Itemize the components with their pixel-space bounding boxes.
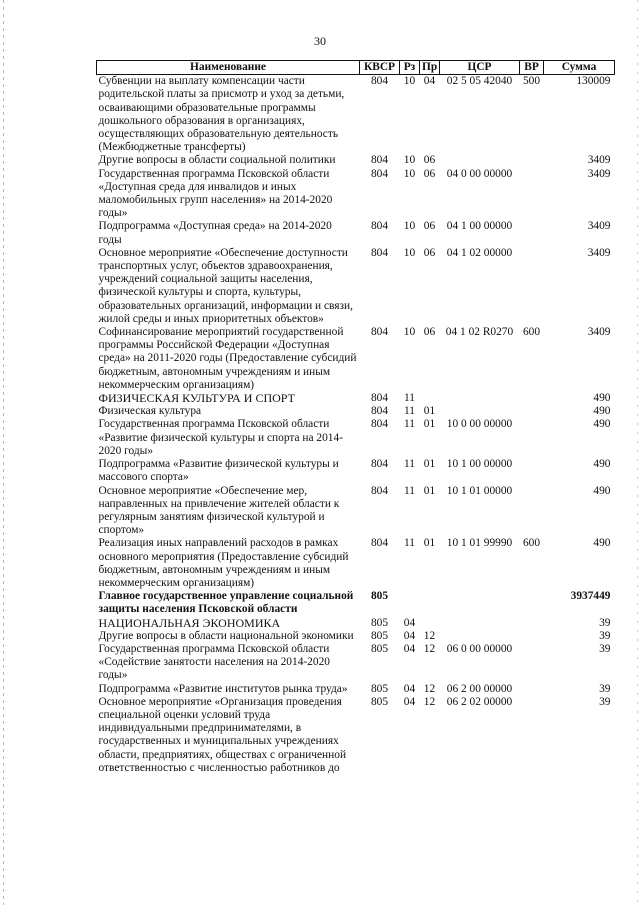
cell-name: Физическая культура xyxy=(98,405,202,418)
cell-sum: 39 xyxy=(599,695,611,708)
cell-vr xyxy=(520,220,544,246)
cell-kvsr: 804 xyxy=(370,537,389,550)
cell-rz: 10 xyxy=(403,167,416,180)
cell-csr xyxy=(440,392,520,405)
cell-vr xyxy=(520,247,544,326)
cell-name: Главное государственное управление социальной защиты населения Псковской области xyxy=(98,590,354,616)
cell-vr xyxy=(520,590,544,616)
cell-name: Подпрограмма «Развитие физической культуры и массового спорта» xyxy=(98,458,339,484)
cell-csr xyxy=(440,590,520,616)
cell-sum: 3409 xyxy=(587,326,611,339)
cell-rz: 10 xyxy=(403,154,416,167)
table-row xyxy=(97,458,615,484)
cell-rz: 10 xyxy=(403,220,416,233)
cell-kvsr: 805 xyxy=(370,695,389,708)
cell-name: Основное мероприятие «Обеспечение мер, направленных на привлечение жителей области к регулярным занятиям физической культурой и спортом» xyxy=(98,484,340,537)
table-row xyxy=(97,168,615,221)
cell-vr xyxy=(520,617,544,630)
cell-pr: 01 xyxy=(423,458,436,471)
cell-rz: 04 xyxy=(403,682,416,695)
cell-pr: 01 xyxy=(423,484,436,497)
cell-rz: 04 xyxy=(403,642,416,655)
cell-csr: 04 1 02 R0270 xyxy=(445,326,514,339)
cell-pr: 12 xyxy=(423,629,436,642)
cell-rz: 04 xyxy=(403,629,416,642)
cell-csr xyxy=(440,154,520,167)
cell-pr xyxy=(420,392,440,405)
cell-vr xyxy=(520,405,544,418)
cell-rz: 11 xyxy=(404,484,415,497)
cell-rz: 11 xyxy=(404,458,415,471)
cell-pr: 12 xyxy=(423,642,436,655)
cell-csr: 06 0 00 00000 xyxy=(446,642,513,655)
cell-pr: 04 xyxy=(423,75,436,88)
cell-kvsr: 804 xyxy=(370,220,389,233)
cell-kvsr: 805 xyxy=(370,616,389,629)
table-row xyxy=(97,326,615,392)
cell-pr xyxy=(420,590,440,616)
cell-kvsr: 805 xyxy=(370,629,389,642)
cell-vr xyxy=(520,418,544,458)
cell-csr: 04 1 00 00000 xyxy=(446,220,513,233)
cell-name: Государственная программа Псковской области «Доступная среда для инвалидов и иных маломобильных групп населения» на 2014-2020 годы» xyxy=(98,167,333,220)
header-sum: Сумма xyxy=(544,61,615,75)
cell-sum: 39 xyxy=(599,629,611,642)
table-row xyxy=(97,392,615,405)
cell-vr xyxy=(520,683,544,696)
cell-pr: 12 xyxy=(423,682,436,695)
cell-kvsr: 804 xyxy=(370,458,389,471)
cell-vr: 500 xyxy=(522,75,541,88)
cell-name: Субвенции на выплату компенсации части родительской платы за присмотр и уход за детьми, осваивающими образовательные программы дошкольного образования в организациях, осуществляющих образовательную деятельность (Межбюджетные трансферты) xyxy=(98,75,345,154)
cell-rz: 10 xyxy=(403,326,416,339)
cell-csr: 10 1 01 00000 xyxy=(446,484,513,497)
cell-sum: 3409 xyxy=(587,154,611,167)
cell-pr: 06 xyxy=(423,326,436,339)
cell-sum: 3409 xyxy=(587,220,611,233)
cell-name: Основное мероприятие «Организация проведения специальной оценки условий труда индивидуальными предпринимателями, в государственных и муниципальных учреждениях области, предприятиях, обществах с ограниченной ответственностью с численностью работников до xyxy=(98,695,347,774)
cell-pr: 06 xyxy=(423,167,436,180)
table-row xyxy=(97,630,615,643)
table-header-row xyxy=(97,61,615,75)
cell-pr: 01 xyxy=(423,537,436,550)
cell-vr xyxy=(520,696,544,775)
cell-kvsr: 804 xyxy=(370,326,389,339)
cell-name: Государственная программа Псковской области «Содействие занятости населения на 2014-2020 годы» xyxy=(98,642,330,682)
header-kvsr: КВСР xyxy=(360,61,400,75)
cell-csr xyxy=(440,405,520,418)
cell-sum: 490 xyxy=(593,405,611,418)
budget-table-container xyxy=(96,60,614,775)
cell-vr: 600 xyxy=(522,537,541,550)
cell-sum: 3409 xyxy=(587,167,611,180)
table-row xyxy=(97,485,615,538)
cell-sum: 490 xyxy=(593,458,611,471)
table-row xyxy=(97,643,615,683)
budget-table xyxy=(96,60,615,775)
table-row xyxy=(97,418,615,458)
cell-vr xyxy=(520,630,544,643)
header-vr: ВР xyxy=(520,61,544,75)
cell-csr: 10 0 00 00000 xyxy=(446,418,513,431)
cell-kvsr: 804 xyxy=(370,167,389,180)
cell-pr: 01 xyxy=(423,405,436,418)
cell-name: НАЦИОНАЛЬНАЯ ЭКОНОМИКА xyxy=(98,615,281,630)
cell-csr: 10 1 01 99990 xyxy=(446,537,513,550)
cell-csr xyxy=(440,630,520,643)
cell-pr: 06 xyxy=(423,220,436,233)
cell-name: Другие вопросы в области национальной экономики xyxy=(98,629,354,642)
cell-vr xyxy=(520,392,544,405)
cell-sum: 39 xyxy=(599,642,611,655)
cell-rz: 11 xyxy=(404,392,415,405)
page-number: 30 xyxy=(314,34,326,48)
cell-rz: 10 xyxy=(403,246,416,259)
cell-pr: 01 xyxy=(423,418,436,431)
cell-kvsr: 804 xyxy=(370,154,389,167)
cell-name: Другие вопросы в области социальной политики xyxy=(98,154,336,167)
cell-vr xyxy=(520,168,544,221)
cell-pr: 12 xyxy=(423,695,436,708)
cell-name: Подпрограмма «Доступная среда» на 2014-2020 годы xyxy=(98,220,332,246)
cell-kvsr: 804 xyxy=(370,405,389,418)
cell-csr: 06 2 02 00000 xyxy=(446,695,513,708)
cell-name: Государственная программа Псковской области «Развитие физической культуры и спорта на 2014-2020 годы» xyxy=(98,418,343,457)
cell-csr xyxy=(440,617,520,630)
cell-pr: 06 xyxy=(423,154,436,167)
cell-kvsr: 804 xyxy=(370,418,389,431)
header-pr: Пр xyxy=(420,61,440,75)
cell-sum: 39 xyxy=(599,616,611,629)
cell-pr: 06 xyxy=(423,246,436,259)
cell-sum: 3937449 xyxy=(570,590,611,603)
cell-name: Софинансирование мероприятий государственной программы Российской Федерации «Доступная среда» на 2011-2020 годы (Предоставление субсидий бюджетным, автономным учреждениям и иным некоммерческим организациям) xyxy=(98,326,357,391)
cell-name: Подпрограмма «Развитие институтов рынка труда» xyxy=(98,682,348,695)
cell-name: ФИЗИЧЕСКАЯ КУЛЬТУРА И СПОРТ xyxy=(98,391,295,406)
cell-vr: 600 xyxy=(522,326,541,339)
cell-sum: 490 xyxy=(593,418,611,431)
table-row xyxy=(97,247,615,326)
cell-vr xyxy=(520,643,544,683)
cell-name: Основное мероприятие «Обеспечение доступности транспортных услуг, объектов здравоохранения, учреждений социальной защиты населения, физической культуры и спорта, культуры, образовательных организаций, информации и связи, жилой среды и иных приоритетных объектов» xyxy=(98,246,353,325)
table-row xyxy=(97,405,615,418)
cell-vr xyxy=(520,485,544,538)
cell-sum: 490 xyxy=(593,392,611,405)
header-rz: Рз xyxy=(400,61,420,75)
table-row xyxy=(97,617,615,630)
scan-edge-left xyxy=(3,0,4,905)
cell-sum: 130009 xyxy=(576,75,611,88)
table-row xyxy=(97,696,615,775)
header-csr: ЦСР xyxy=(440,61,520,75)
cell-sum: 490 xyxy=(593,484,611,497)
cell-kvsr: 805 xyxy=(370,590,389,603)
cell-sum: 490 xyxy=(593,537,611,550)
table-row xyxy=(97,220,615,246)
cell-csr: 02 5 05 42040 xyxy=(446,75,513,88)
cell-rz: 11 xyxy=(404,418,415,431)
cell-csr: 06 2 00 00000 xyxy=(446,682,513,695)
cell-kvsr: 804 xyxy=(370,75,389,88)
cell-csr: 04 1 02 00000 xyxy=(446,246,513,259)
cell-kvsr: 805 xyxy=(370,642,389,655)
cell-rz: 10 xyxy=(403,75,416,88)
table-row xyxy=(97,75,615,155)
cell-kvsr: 804 xyxy=(370,246,389,259)
table-body xyxy=(97,75,615,775)
cell-vr xyxy=(520,458,544,484)
cell-rz: 11 xyxy=(404,405,415,418)
scan-edge-right xyxy=(637,0,638,905)
cell-rz: 04 xyxy=(403,695,416,708)
table-row xyxy=(97,590,615,616)
table-row xyxy=(97,683,615,696)
cell-kvsr: 804 xyxy=(370,484,389,497)
cell-sum: 3409 xyxy=(587,246,611,259)
cell-rz xyxy=(400,590,420,616)
table-row xyxy=(97,537,615,590)
cell-pr xyxy=(420,617,440,630)
cell-kvsr: 804 xyxy=(370,392,389,405)
cell-csr: 04 0 00 00000 xyxy=(446,167,513,180)
header-name: Наименование xyxy=(97,61,360,75)
table-row xyxy=(97,154,615,167)
cell-rz: 04 xyxy=(403,616,416,629)
cell-kvsr: 805 xyxy=(370,682,389,695)
cell-name: Реализация иных направлений расходов в рамках основного мероприятия (Предоставление субсидий бюджетным, автономным учреждениям и иным некоммерческим организациям) xyxy=(98,537,349,589)
cell-vr xyxy=(520,154,544,167)
cell-csr: 10 1 00 00000 xyxy=(446,458,513,471)
cell-rz: 11 xyxy=(404,537,415,550)
cell-sum: 39 xyxy=(599,682,611,695)
